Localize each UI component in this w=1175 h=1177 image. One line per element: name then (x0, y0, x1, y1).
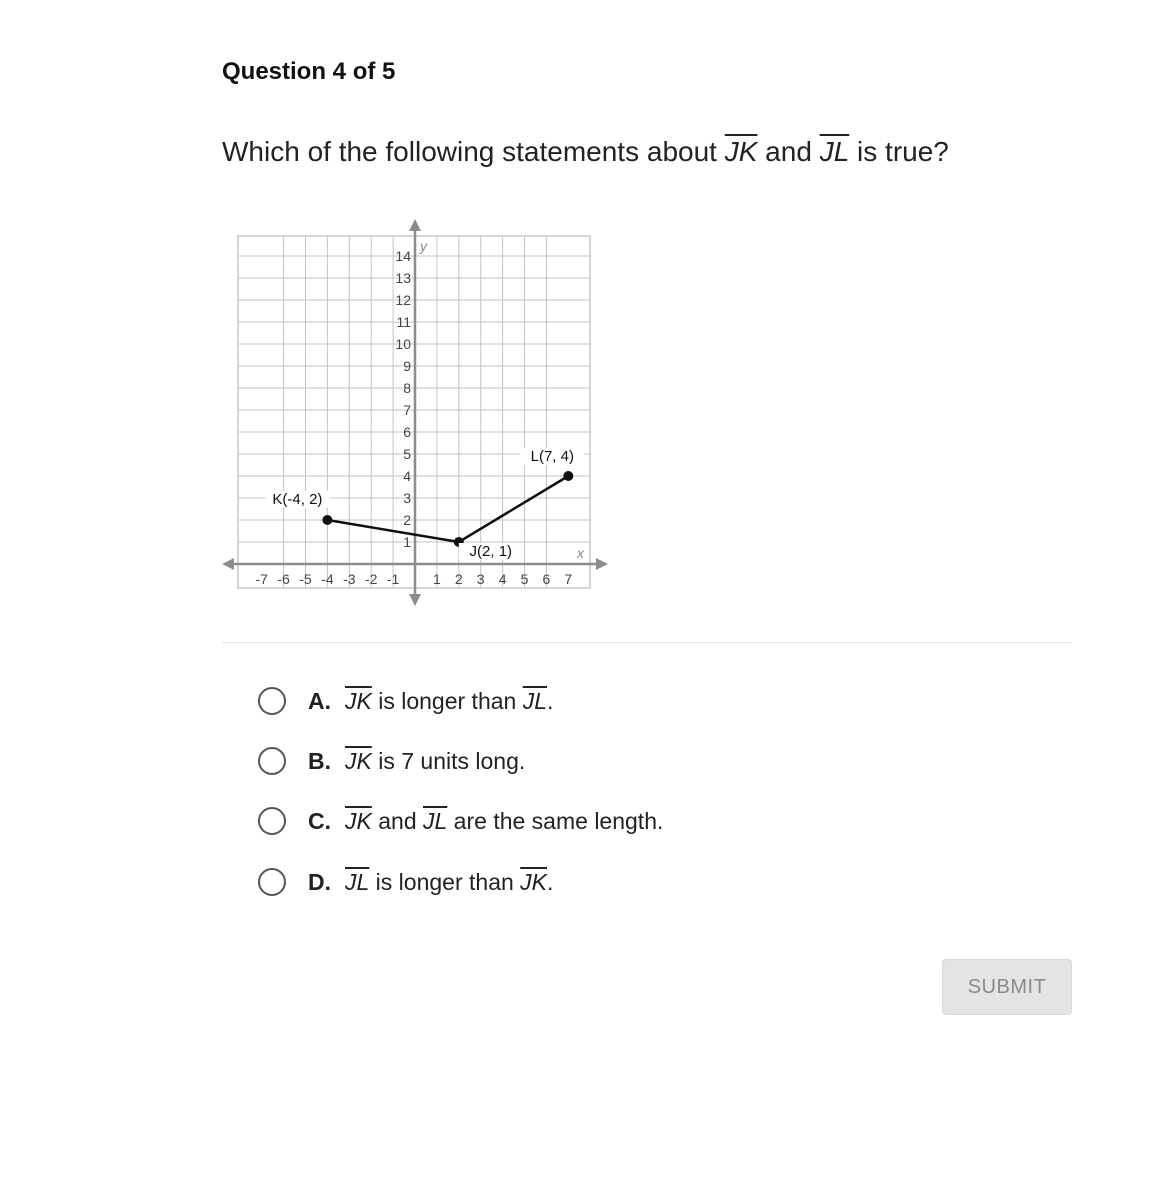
choice-text: is 7 units long. (371, 747, 526, 774)
segment-name: $\overline{JK}$ (345, 807, 372, 834)
x-tick-label: -2 (364, 571, 378, 587)
radio-button[interactable] (258, 868, 286, 896)
x-tick-label: -6 (277, 571, 290, 587)
segment-name: $\overline{JL}$ (423, 807, 448, 834)
y-axis-arrow-down (409, 594, 421, 606)
prompt-text-before: Which of the following statements about (222, 136, 725, 167)
y-tick-label: 9 (403, 358, 411, 374)
x-tick-label: 3 (476, 571, 485, 587)
choice-text: is longer than (371, 687, 523, 714)
x-tick-label: 1 (433, 571, 441, 587)
submit-button[interactable]: SUBMIT (942, 959, 1072, 1015)
y-tick-label: 13 (395, 270, 411, 286)
x-tick-label: -7 (255, 571, 268, 587)
y-axis-label: y (420, 238, 427, 254)
y-tick-label: 3 (403, 490, 411, 506)
point-l (563, 471, 573, 481)
segment-jl: $\overline{JL}$ (819, 136, 850, 167)
point-label-k: K(-4, 2) (272, 491, 323, 508)
choice-text: are the same length. (447, 807, 664, 834)
y-tick-label: 8 (403, 380, 411, 396)
point-label-l: L(7, 4) (530, 448, 574, 465)
y-tick-label: 11 (396, 314, 411, 330)
choice-letter: A. (308, 687, 331, 714)
x-tick-label: -5 (299, 571, 312, 587)
choice-text: . (547, 687, 554, 714)
choice-c[interactable] (258, 804, 663, 838)
radio-button[interactable] (258, 747, 286, 775)
y-tick-label: 12 (395, 292, 411, 308)
x-tick-label: 2 (454, 571, 463, 587)
x-tick-label: 7 (564, 571, 573, 587)
y-tick-label: 7 (403, 402, 411, 418)
y-axis-arrow-up (409, 219, 421, 231)
choice-d[interactable] (258, 865, 553, 899)
y-tick-label: 4 (403, 468, 411, 484)
radio-button[interactable] (258, 687, 286, 715)
y-tick-label: 2 (403, 512, 411, 528)
y-tick-label: 5 (403, 446, 411, 462)
choice-letter: D. (308, 868, 331, 895)
segment-jk: $\overline{JK}$ (724, 136, 758, 167)
question-prompt (222, 136, 949, 168)
divider (222, 642, 1072, 643)
choice-b[interactable] (258, 744, 525, 778)
prompt-text-after: is true? (849, 136, 949, 167)
y-tick-label: 10 (395, 336, 411, 352)
x-tick-label: -4 (321, 571, 334, 587)
y-tick-label: 1 (403, 534, 411, 550)
point-label-j: J(2, 1) (469, 543, 513, 560)
choice-letter: C. (308, 807, 331, 834)
point-k (322, 515, 332, 525)
x-axis-arrow-right (596, 558, 608, 570)
segment-name: $\overline{JK}$ (520, 868, 548, 895)
choice-letter: B. (308, 747, 331, 774)
choice-text: and (371, 807, 423, 834)
x-tick-label: 4 (498, 571, 507, 587)
x-tick-label: 6 (542, 571, 551, 587)
radio-button[interactable] (258, 807, 286, 835)
y-tick-label: 6 (403, 424, 411, 440)
segment-name: $\overline{JL}$ (522, 687, 548, 714)
segment-name: $\overline{JK}$ (345, 747, 372, 774)
question-counter: Question 4 of 5 (222, 58, 396, 85)
segment-name: $\overline{JL}$ (345, 868, 370, 895)
choice-a[interactable] (258, 684, 553, 718)
x-axis-arrow-left (222, 558, 234, 570)
choice-text: is longer than (369, 868, 521, 895)
choice-text: . (547, 868, 554, 895)
segment-name: $\overline{JK}$ (345, 687, 372, 714)
x-tick-label: -3 (343, 571, 356, 587)
x-tick-label: -1 (386, 571, 400, 587)
x-axis-label: x (577, 545, 584, 561)
x-tick-label: 5 (520, 571, 529, 587)
coordinate-graph (220, 215, 612, 610)
prompt-text-middle: and (757, 136, 820, 167)
y-tick-label: 14 (395, 248, 411, 264)
